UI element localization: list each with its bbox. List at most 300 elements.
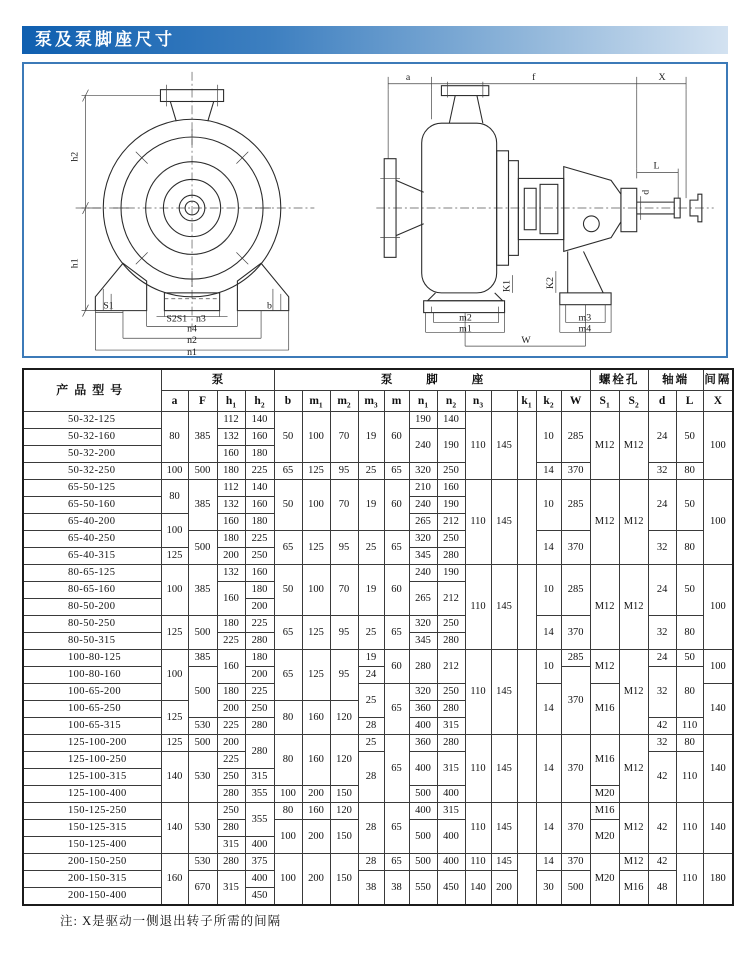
table-cell: 14 bbox=[536, 735, 561, 803]
column-header-W: W bbox=[561, 391, 590, 412]
table-cell: 100 bbox=[161, 463, 188, 480]
table-cell bbox=[517, 854, 536, 906]
table-row bbox=[23, 803, 733, 820]
table-cell: M12 bbox=[590, 565, 619, 650]
table-cell: 145 bbox=[491, 565, 517, 650]
table-cell: 500 bbox=[561, 871, 590, 906]
table-cell: 200 bbox=[217, 701, 245, 718]
table-cell: 180 bbox=[245, 514, 274, 531]
table-cell: 110 bbox=[676, 752, 703, 803]
table-cell: 10 bbox=[536, 565, 561, 616]
table-cell: 150 bbox=[330, 786, 358, 803]
table-cell: 280 bbox=[217, 820, 245, 837]
product-model: 80-65-125 bbox=[23, 565, 161, 582]
table-cell: M16 bbox=[590, 684, 619, 735]
table-cell: 24 bbox=[648, 650, 676, 667]
table-cell: 19 bbox=[358, 565, 384, 616]
column-header-m: m bbox=[384, 391, 409, 412]
table-cell: 112 bbox=[217, 480, 245, 497]
table-cell: 95 bbox=[330, 463, 358, 480]
table-cell: 280 bbox=[437, 735, 465, 752]
table-row bbox=[23, 871, 733, 888]
table-cell: 530 bbox=[188, 854, 217, 871]
table-cell: 110 bbox=[465, 854, 491, 871]
table-cell: 19 bbox=[358, 412, 384, 463]
table-cell: 50 bbox=[676, 412, 703, 463]
table-cell: 50 bbox=[676, 480, 703, 531]
dim-label-s2s1: S2S1 bbox=[166, 313, 188, 325]
table-cell: 500 bbox=[409, 854, 437, 871]
table-cell: 180 bbox=[245, 650, 274, 667]
table-cell: 400 bbox=[437, 854, 465, 871]
table-cell: 65 bbox=[384, 616, 409, 650]
table-cell: 315 bbox=[437, 803, 465, 820]
table-cell: M12 bbox=[590, 650, 619, 684]
table-cell: M12 bbox=[590, 412, 619, 480]
table-cell: M12 bbox=[619, 650, 648, 735]
table-cell: 160 bbox=[161, 854, 188, 906]
column-header-L: L bbox=[676, 391, 703, 412]
table-cell: 50 bbox=[274, 412, 302, 463]
column-group-header: 泵 bbox=[161, 369, 274, 391]
column-header-b: b bbox=[274, 391, 302, 412]
table-cell: 38 bbox=[384, 871, 409, 906]
table-cell: 65 bbox=[274, 650, 302, 701]
page-title: 泵及泵脚座尺寸 bbox=[35, 30, 175, 49]
table-cell: 24 bbox=[648, 412, 676, 463]
table-body bbox=[23, 412, 733, 906]
dim-label-k2: K2 bbox=[544, 276, 556, 290]
table-cell: 370 bbox=[561, 616, 590, 650]
table-cell: 320 bbox=[409, 463, 437, 480]
table-cell: 280 bbox=[245, 718, 274, 735]
table-cell: 670 bbox=[188, 871, 217, 906]
table-cell: 25 bbox=[358, 531, 384, 565]
column-header-m3: $m_3$ bbox=[358, 391, 384, 412]
table-cell: 190 bbox=[437, 429, 465, 463]
table-cell: 145 bbox=[491, 480, 517, 565]
column-header-m2: $m_2$ bbox=[330, 391, 358, 412]
table-cell: 160 bbox=[245, 565, 274, 582]
table-cell: 140 bbox=[245, 480, 274, 497]
table-cell: 250 bbox=[245, 701, 274, 718]
table-cell: 315 bbox=[217, 837, 245, 854]
table-cell: 200 bbox=[217, 735, 245, 752]
table-cell: M12 bbox=[619, 854, 648, 871]
table-cell: 125 bbox=[161, 701, 188, 735]
table-cell: 370 bbox=[561, 463, 590, 480]
table-cell: 180 bbox=[245, 582, 274, 599]
table-cell: 42 bbox=[648, 803, 676, 854]
table-cell: 24 bbox=[648, 480, 676, 531]
table-cell: 32 bbox=[648, 667, 676, 718]
pump-side-view-drawing bbox=[364, 64, 726, 356]
product-model: 100-65-315 bbox=[23, 718, 161, 735]
table-cell: 95 bbox=[330, 531, 358, 565]
table-cell: 80 bbox=[274, 735, 302, 786]
top-dimension-lines bbox=[388, 77, 686, 198]
table-cell: 100 bbox=[161, 650, 188, 701]
table-cell: 285 bbox=[561, 480, 590, 531]
dim-label-h1: h1 bbox=[69, 258, 81, 269]
table-cell: 100 bbox=[703, 650, 733, 684]
column-header-n1: $n_1$ bbox=[409, 391, 437, 412]
table-cell: 280 bbox=[437, 633, 465, 650]
table-cell: 225 bbox=[245, 684, 274, 701]
table-cell: 400 bbox=[409, 752, 437, 786]
table-cell: 42 bbox=[648, 854, 676, 871]
table-cell: 200 bbox=[245, 667, 274, 684]
table-cell: 100 bbox=[302, 565, 330, 616]
table-cell: 80 bbox=[161, 480, 188, 514]
table-cell: 375 bbox=[245, 854, 274, 871]
table-cell: 132 bbox=[217, 497, 245, 514]
product-model: 65-40-200 bbox=[23, 514, 161, 531]
product-model: 50-32-160 bbox=[23, 429, 161, 446]
table-cell: 370 bbox=[561, 735, 590, 803]
table-cell: M12 bbox=[619, 412, 648, 480]
table-cell: 265 bbox=[409, 514, 437, 531]
table-cell: 132 bbox=[217, 565, 245, 582]
table-cell: 200 bbox=[491, 871, 517, 906]
casing-side bbox=[422, 82, 519, 293]
table-cell: 65 bbox=[274, 616, 302, 650]
dim-label-m3: m3 bbox=[578, 312, 592, 324]
product-model: 125-100-400 bbox=[23, 786, 161, 803]
table-cell: 285 bbox=[561, 412, 590, 463]
product-model: 80-50-200 bbox=[23, 599, 161, 616]
table-cell: 400 bbox=[409, 718, 437, 735]
column-header-k2: $k_2$ bbox=[536, 391, 561, 412]
table-cell: 550 bbox=[409, 871, 437, 906]
table-cell: 370 bbox=[561, 667, 590, 735]
table-cell: 500 bbox=[409, 786, 437, 803]
column-header-S2: $S_2$ bbox=[619, 391, 648, 412]
table-cell: 225 bbox=[245, 531, 274, 548]
column-group-header: 轴端 bbox=[648, 369, 703, 391]
table-cell: 65 bbox=[274, 463, 302, 480]
table-cell: 530 bbox=[188, 803, 217, 854]
table-cell: 95 bbox=[330, 616, 358, 650]
table-cell: 32 bbox=[648, 735, 676, 752]
table-cell: 70 bbox=[330, 412, 358, 463]
table-cell: 42 bbox=[648, 718, 676, 735]
table-cell: 370 bbox=[561, 854, 590, 871]
table-cell: 32 bbox=[648, 463, 676, 480]
table-cell: 25 bbox=[358, 463, 384, 480]
table-cell bbox=[517, 650, 536, 735]
table-cell: 400 bbox=[437, 820, 465, 854]
table-cell: 160 bbox=[302, 735, 330, 786]
table-cell: 280 bbox=[245, 735, 274, 769]
table-cell: 32 bbox=[648, 616, 676, 650]
product-model: 50-32-250 bbox=[23, 463, 161, 480]
table-cell: 500 bbox=[188, 616, 217, 650]
table-cell: 10 bbox=[536, 480, 561, 531]
table-header bbox=[23, 369, 733, 412]
table-cell: 140 bbox=[437, 412, 465, 429]
table-cell: 28 bbox=[358, 854, 384, 871]
column-header-n2: $n_2$ bbox=[437, 391, 465, 412]
table-cell: 180 bbox=[703, 854, 733, 906]
table-cell: 140 bbox=[161, 803, 188, 854]
product-model: 200-150-315 bbox=[23, 871, 161, 888]
table-cell: 125 bbox=[302, 531, 330, 565]
table-cell: 315 bbox=[437, 752, 465, 786]
table-cell: M16 bbox=[619, 871, 648, 906]
table-cell: 110 bbox=[465, 650, 491, 735]
table-cell: 500 bbox=[188, 735, 217, 752]
table-cell: 160 bbox=[217, 446, 245, 463]
table-cell: 110 bbox=[465, 480, 491, 565]
table-cell: 180 bbox=[217, 616, 245, 633]
table-cell: 500 bbox=[409, 820, 437, 854]
column-group-header: 间隔 bbox=[703, 369, 733, 391]
table-cell: 80 bbox=[676, 667, 703, 718]
table-cell: 160 bbox=[245, 497, 274, 514]
table-row bbox=[23, 650, 733, 667]
table-cell: 150 bbox=[330, 820, 358, 854]
table-cell: 280 bbox=[409, 650, 437, 684]
table-cell: 32 bbox=[648, 531, 676, 565]
table-cell: 100 bbox=[274, 820, 302, 854]
table-cell: 80 bbox=[676, 735, 703, 752]
table-cell: 65 bbox=[274, 531, 302, 565]
table-cell: 125 bbox=[302, 616, 330, 650]
centerlines bbox=[76, 72, 315, 328]
column-header-F: F bbox=[188, 391, 217, 412]
table-cell: 160 bbox=[217, 582, 245, 616]
table-cell: 160 bbox=[302, 803, 330, 820]
table-cell: 355 bbox=[245, 786, 274, 803]
bearing-bracket bbox=[518, 167, 636, 252]
product-model: 150-125-400 bbox=[23, 837, 161, 854]
table-cell: 240 bbox=[409, 429, 437, 463]
table-cell: 200 bbox=[302, 786, 330, 803]
table-cell: 80 bbox=[676, 531, 703, 565]
table-cell: 240 bbox=[409, 497, 437, 514]
dim-label-x: X bbox=[658, 71, 666, 83]
pump-front-view-drawing bbox=[24, 64, 364, 356]
dim-label-m1: m1 bbox=[459, 323, 472, 335]
column-header-a: a bbox=[161, 391, 188, 412]
table-cell: M20 bbox=[590, 786, 619, 803]
table-cell: 180 bbox=[217, 531, 245, 548]
table-cell: 140 bbox=[703, 684, 733, 735]
table-cell bbox=[517, 480, 536, 565]
table-cell: 30 bbox=[536, 871, 561, 906]
table-cell: 24 bbox=[648, 565, 676, 616]
table-cell: 315 bbox=[437, 718, 465, 735]
table-cell: 180 bbox=[217, 684, 245, 701]
table-cell: 10 bbox=[536, 412, 561, 463]
table-cell: 200 bbox=[217, 548, 245, 565]
table-cell: 200 bbox=[302, 854, 330, 906]
table-cell: 65 bbox=[384, 735, 409, 803]
table-cell: 400 bbox=[245, 871, 274, 888]
product-model: 100-80-125 bbox=[23, 650, 161, 667]
table-cell: 50 bbox=[676, 650, 703, 667]
table-cell: M16 bbox=[590, 803, 619, 820]
product-model: 80-50-315 bbox=[23, 633, 161, 650]
table-cell: 110 bbox=[465, 565, 491, 650]
table-cell: M16 bbox=[590, 735, 619, 786]
header-group-row bbox=[23, 369, 733, 391]
table-cell: 110 bbox=[676, 854, 703, 906]
table-cell: 80 bbox=[274, 701, 302, 735]
table-cell: 140 bbox=[703, 735, 733, 803]
table-cell: 180 bbox=[217, 463, 245, 480]
table-cell: 200 bbox=[245, 599, 274, 616]
table-cell: 385 bbox=[188, 412, 217, 463]
table-cell: 280 bbox=[437, 701, 465, 718]
column-header-blank bbox=[491, 391, 517, 412]
dim-label-h2: h2 bbox=[69, 151, 81, 162]
footnote: 注: X是驱动一侧退出转子所需的间隔 bbox=[60, 914, 282, 928]
table-cell: 100 bbox=[302, 412, 330, 463]
table-cell bbox=[517, 803, 536, 854]
table-cell: 110 bbox=[465, 412, 491, 480]
table-cell: 80 bbox=[676, 463, 703, 480]
table-cell: M12 bbox=[619, 803, 648, 854]
table-cell: 355 bbox=[245, 803, 274, 837]
table-cell: 70 bbox=[330, 565, 358, 616]
table-cell: 320 bbox=[409, 684, 437, 701]
table-cell: 345 bbox=[409, 633, 437, 650]
product-model: 125-100-250 bbox=[23, 752, 161, 769]
table-cell: 14 bbox=[536, 463, 561, 480]
table-cell: 38 bbox=[358, 871, 384, 906]
table-cell: 14 bbox=[536, 803, 561, 854]
table-cell: 80 bbox=[676, 616, 703, 650]
table-cell: 160 bbox=[245, 429, 274, 446]
table-cell: 265 bbox=[409, 582, 437, 616]
table-cell: 500 bbox=[188, 667, 217, 718]
table-row bbox=[23, 412, 733, 429]
table-cell: 212 bbox=[437, 514, 465, 531]
product-model: 125-100-200 bbox=[23, 735, 161, 752]
table-cell: 95 bbox=[330, 650, 358, 701]
table-cell: 28 bbox=[358, 718, 384, 735]
product-model: 80-65-160 bbox=[23, 582, 161, 599]
table-cell: 225 bbox=[245, 463, 274, 480]
table-cell: 110 bbox=[465, 803, 491, 854]
column-header-d: d bbox=[648, 391, 676, 412]
product-model: 125-100-315 bbox=[23, 769, 161, 786]
product-model: 50-32-200 bbox=[23, 446, 161, 463]
table-cell: 240 bbox=[409, 565, 437, 582]
dim-label-b: b bbox=[267, 300, 272, 312]
table-cell: 370 bbox=[561, 803, 590, 854]
dim-label-d: d bbox=[640, 189, 652, 195]
dimension-labels bbox=[70, 152, 272, 356]
product-model: 100-65-250 bbox=[23, 701, 161, 718]
product-model: 200-150-400 bbox=[23, 888, 161, 906]
column-header-n3: $n_3$ bbox=[465, 391, 491, 412]
table-cell: 100 bbox=[302, 480, 330, 531]
table-cell: M12 bbox=[619, 735, 648, 803]
dim-label-m4: m4 bbox=[578, 323, 592, 335]
product-model: 200-150-250 bbox=[23, 854, 161, 871]
table-cell: 50 bbox=[274, 565, 302, 616]
table-cell: 125 bbox=[161, 616, 188, 650]
table-cell: 225 bbox=[245, 616, 274, 633]
table-cell: 190 bbox=[437, 565, 465, 582]
table-cell: 100 bbox=[703, 480, 733, 565]
table-cell: 120 bbox=[330, 701, 358, 735]
table-cell: 125 bbox=[161, 735, 188, 752]
product-model: 150-125-315 bbox=[23, 820, 161, 837]
table-cell: 315 bbox=[217, 871, 245, 906]
table-cell: 225 bbox=[217, 633, 245, 650]
table-cell: 450 bbox=[437, 871, 465, 906]
table-cell: 140 bbox=[703, 803, 733, 854]
table-cell: 60 bbox=[384, 412, 409, 463]
table-cell: 65 bbox=[384, 803, 409, 854]
table-cell: 225 bbox=[217, 718, 245, 735]
table-cell: 200 bbox=[302, 820, 330, 854]
table-cell: 112 bbox=[217, 412, 245, 429]
table-cell: 120 bbox=[330, 803, 358, 820]
table-cell: 280 bbox=[217, 854, 245, 871]
table-cell: 285 bbox=[561, 650, 590, 667]
table-cell: 25 bbox=[358, 684, 384, 718]
table-cell: 210 bbox=[409, 480, 437, 497]
table-cell: 315 bbox=[245, 769, 274, 786]
table-cell: 50 bbox=[274, 480, 302, 531]
table-cell: 42 bbox=[648, 752, 676, 803]
product-model: 50-32-125 bbox=[23, 412, 161, 429]
table-row bbox=[23, 480, 733, 497]
column-header-m1: $m_1$ bbox=[302, 391, 330, 412]
table-row bbox=[23, 565, 733, 582]
table-cell: 145 bbox=[491, 650, 517, 735]
page-title-bar bbox=[22, 26, 728, 54]
dim-label-f: f bbox=[532, 71, 536, 83]
column-group-header: 螺栓孔 bbox=[590, 369, 648, 391]
table-cell: 65 bbox=[384, 531, 409, 565]
dim-label-n1: n1 bbox=[187, 347, 197, 356]
column-header-h2: $h_2$ bbox=[245, 391, 274, 412]
table-cell: 145 bbox=[491, 803, 517, 854]
table-cell: 225 bbox=[217, 752, 245, 769]
table-cell: 65 bbox=[384, 854, 409, 871]
table-cell: 190 bbox=[409, 412, 437, 429]
table-cell: 370 bbox=[561, 531, 590, 565]
table-cell: M20 bbox=[590, 820, 619, 854]
dim-label-m2: m2 bbox=[459, 312, 472, 324]
table-cell: 250 bbox=[437, 531, 465, 548]
table-cell: 10 bbox=[536, 650, 561, 684]
table-cell: 14 bbox=[536, 684, 561, 735]
table-cell: 280 bbox=[437, 548, 465, 565]
column-header-k1: $k_1$ bbox=[517, 391, 536, 412]
table-cell: 60 bbox=[384, 565, 409, 616]
table-cell: 14 bbox=[536, 616, 561, 650]
table-cell: 400 bbox=[245, 837, 274, 854]
table-cell: M12 bbox=[619, 480, 648, 565]
table-cell: 28 bbox=[358, 803, 384, 854]
column-header-model: 产品型号 bbox=[23, 369, 161, 412]
product-model: 65-50-125 bbox=[23, 480, 161, 497]
table-cell: 132 bbox=[217, 429, 245, 446]
dim-label-n4: n4 bbox=[187, 323, 197, 335]
dim-label-s1: S1 bbox=[103, 300, 114, 312]
table-cell: 212 bbox=[437, 650, 465, 684]
table-cell: 180 bbox=[245, 446, 274, 463]
table-cell: 385 bbox=[188, 650, 217, 667]
table-cell: M20 bbox=[590, 854, 619, 906]
